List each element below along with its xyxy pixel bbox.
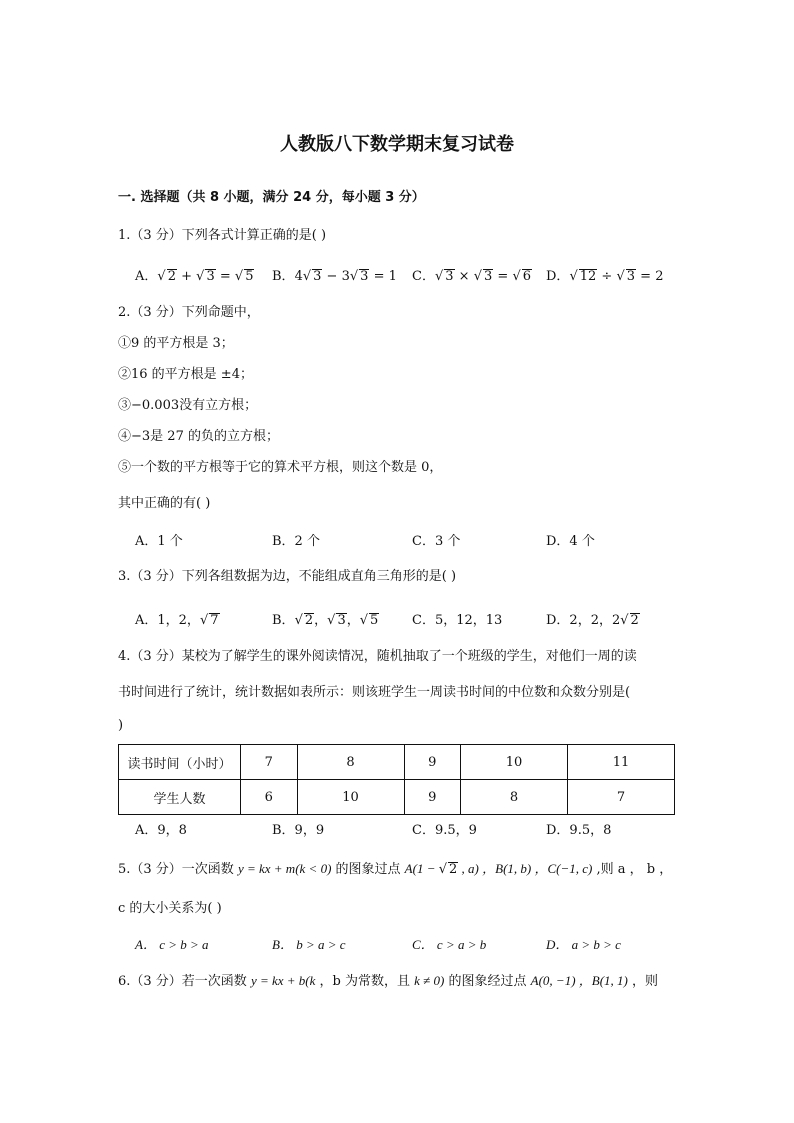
table-cell: 9 xyxy=(404,780,461,815)
q2-option-b: B．2 个 xyxy=(272,534,320,549)
q2-option-d: D．4 个 xyxy=(546,534,595,549)
q4-option-a: A．9，8 xyxy=(135,823,187,838)
q1-option-d: D．√ 12 ÷ √ 3 = 2 xyxy=(546,269,664,284)
q4-stem-line-1: 4.（3 分）某校为了解学生的课外阅读情况，随机抽取了一个班级的学生，对他们一周的读 xyxy=(118,649,637,664)
q3-option-b: B．√ 2，√ 3，√ 5 xyxy=(272,613,379,628)
table-cell: 7 xyxy=(568,780,675,815)
q2-item-3: ③−0.003没有立方根； xyxy=(118,398,258,413)
q5-option-a: A． c > b > a xyxy=(135,937,209,952)
q2-item-5: ⑤一个数的平方根等于它的算术平方根，则这个数是 0， xyxy=(118,460,443,475)
q1-option-a: A．√ 2 + √ 3 = √ 5 xyxy=(135,269,254,284)
table-cell: 6 xyxy=(241,780,298,815)
page-title: 人教版八下数学期末复习试卷 xyxy=(280,134,514,155)
q6-stem-line-1: 6.（3 分）若一次函数 y = kx + b(k ，b 为常数，且 k ≠ 0) 的图象经过点 A(0, −1) ，B(1, 1) ，则 xyxy=(118,973,659,989)
table-cell: 8 xyxy=(297,745,404,780)
q5-stem-line-2: c 的大小关系为( ) xyxy=(118,901,222,916)
table-cell: 8 xyxy=(461,780,568,815)
q3-option-c: C．5，12，13 xyxy=(412,613,503,628)
q3-option-d: D．2，2，2√ 2 xyxy=(546,613,639,628)
q4-option-c: C．9.5，9 xyxy=(412,823,477,838)
q2-item-1: ①9 的平方根是 3； xyxy=(118,336,234,351)
table-header-cell: 学生人数 xyxy=(119,780,241,815)
q2-item-4: ④−3是 27 的负的立方根； xyxy=(118,429,279,444)
q3-option-a: A．1，2，√ 7 xyxy=(135,613,219,628)
q2-stem: 2.（3 分）下列命题中， xyxy=(118,305,260,320)
q4-option-b: B．9，9 xyxy=(272,823,325,838)
table-cell: 11 xyxy=(568,745,675,780)
table-cell: 10 xyxy=(461,745,568,780)
table-header-cell: 读书时间（小时） xyxy=(119,745,241,780)
reading-time-table xyxy=(118,744,675,815)
q5-option-b: B． b > a > c xyxy=(272,937,346,952)
section-heading-choice: 一. 选择题（共 8 小题，满分 24 分，每小题 3 分） xyxy=(118,190,425,205)
q5-stem-line-1: 5.（3 分）一次函数 y = kx + m(k < 0) 的图象过点 A(1 − √ 2 , a) ，B(1, b) ，C(−1, c) ,则 a ， b ， xyxy=(118,861,673,877)
q3-stem: 3.（3 分）下列各组数据为边，不能组成直角三角形的是( ) xyxy=(118,569,457,584)
q5-option-c: C． c > a > b xyxy=(412,937,487,952)
q5-option-d: D． a > b > c xyxy=(546,937,621,952)
q2-option-a: A．1 个 xyxy=(135,534,183,549)
q2-item-2: ②16 的平方根是 ±4； xyxy=(118,367,253,382)
table-cell: 7 xyxy=(241,745,298,780)
table-row xyxy=(119,745,675,780)
q4-option-d: D．9.5，8 xyxy=(546,823,612,838)
table-cell: 10 xyxy=(297,780,404,815)
q1-option-b: B．4√ 3 − 3√ 3 = 1 xyxy=(272,269,397,284)
q4-stem-line-3: ) xyxy=(118,718,124,733)
table-cell: 9 xyxy=(404,745,461,780)
table-row xyxy=(119,780,675,815)
q4-stem-line-2: 书时间进行了统计，统计数据如表所示：则该班学生一周读书时间的中位数和众数分别是( xyxy=(118,685,631,700)
q1-option-c: C．√ 3 × √ 3 = √ 6 xyxy=(412,269,532,284)
q1-stem: 1.（3 分）下列各式计算正确的是( ) xyxy=(118,228,327,243)
q2-option-c: C．3 个 xyxy=(412,534,461,549)
q2-tail: 其中正确的有( ) xyxy=(118,496,211,511)
